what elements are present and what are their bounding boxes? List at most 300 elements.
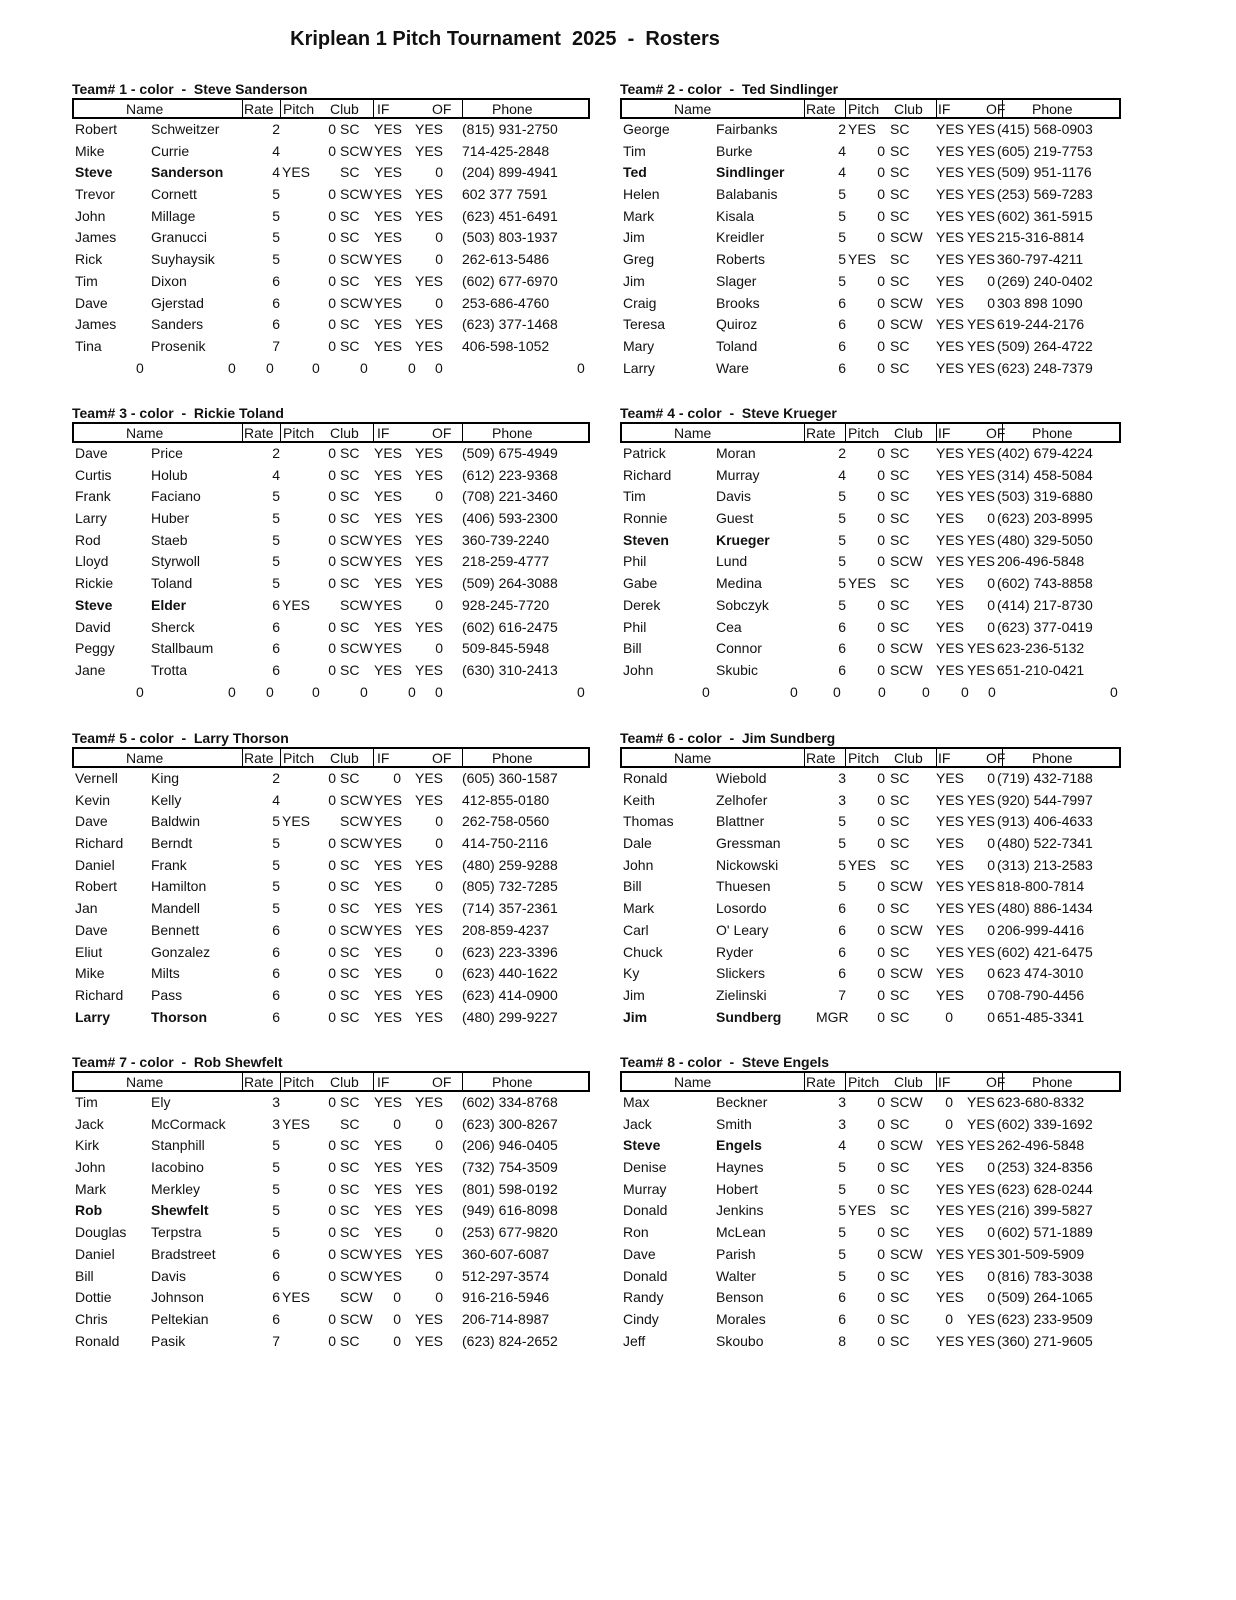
first-name: Ted [623,164,647,181]
rate: 4 [272,164,280,181]
rate: 3 [272,1115,280,1132]
club: SC [890,835,910,852]
rate: 5 [838,272,846,289]
pitch: 0 [328,121,336,137]
rate: 6 [838,1289,846,1306]
header-phone: Phone [492,1074,533,1090]
last-name: Hamilton [151,878,207,895]
phone: 619-244-2176 [997,316,1085,333]
zero-value: 0 [408,683,416,700]
first-name: Helen [623,186,660,203]
outfield: 0 [435,965,443,982]
column-divider [280,1073,281,1090]
rate: 5 [272,835,280,852]
pitch: 0 [328,965,336,982]
pitch: 0 [328,900,336,917]
header-rate: Rate [244,101,274,117]
last-name: Davis [151,1267,187,1284]
first-name: Chuck [623,943,663,960]
club: SC [890,251,910,268]
table-row [620,1114,1121,1136]
table-row [620,1222,1121,1244]
header-if: IF [377,750,390,766]
first-name: Mark [75,1180,107,1197]
column-divider [462,1073,463,1090]
rate: 2 [272,770,280,786]
last-name: Ely [151,1094,171,1110]
pitch: 0 [877,186,885,203]
first-name: Mike [75,142,105,159]
first-name: Tim [75,1094,98,1110]
infield: YES [374,813,403,830]
header-pitch: Pitch [283,1074,315,1090]
first-name: Thomas [623,813,674,830]
table-header [620,98,1121,119]
pitch: 0 [877,1115,885,1132]
outfield: 0 [987,510,995,527]
first-name: Bill [75,1267,94,1284]
rate: 5 [272,531,280,548]
table-row [72,530,590,552]
phone: 651-210-0421 [997,661,1085,678]
rate: 5 [272,1159,280,1176]
table-row [72,1266,590,1288]
rate: 6 [272,272,280,289]
first-name: Kevin [75,791,111,808]
rate: 5 [838,878,846,895]
last-name: Quiroz [716,316,758,333]
rate: 7 [272,1332,280,1349]
table-row [72,551,590,573]
phone: 818-800-7814 [997,878,1085,895]
phone: 262-758-0560 [462,813,550,830]
outfield: 0 [435,1267,443,1284]
table-row [72,1179,590,1201]
last-name: Moran [716,445,756,461]
infield: YES [936,791,965,808]
infield: YES [374,272,403,289]
header-rate: Rate [806,101,836,117]
club: SCW [890,294,923,311]
table-row [620,249,1121,271]
club: SC [340,121,360,137]
pitch: 0 [877,1310,885,1327]
rate: 6 [838,359,846,376]
rate: 6 [838,294,846,311]
outfield: YES [966,121,995,137]
infield: 0 [393,1289,401,1306]
phone: 512-297-3574 [462,1267,550,1284]
zero-value: 0 [136,359,144,376]
rate: 5 [838,488,846,505]
outfield: 0 [987,770,995,786]
column-divider [242,1073,243,1090]
rate: 6 [838,640,846,657]
phone: 218-259-4777 [462,553,550,570]
rate: 6 [272,943,280,960]
header-rate: Rate [244,1074,274,1090]
table-row [620,358,1121,380]
table-row [620,811,1121,833]
last-name: Faciano [151,488,201,505]
rate: 3 [272,1094,280,1110]
table-row [72,227,590,249]
table-row [72,465,590,487]
infield: YES [936,553,965,570]
zero-value: 0 [266,683,274,700]
pitch: 0 [328,186,336,203]
phone: 406-598-1052 [462,337,550,354]
rate: 5 [272,251,280,268]
first-name: George [623,121,670,137]
outfield: YES [966,640,995,657]
outfield: 0 [435,251,443,268]
phone: 253-686-4760 [462,294,550,311]
infield: YES [936,531,965,548]
outfield: YES [414,1094,443,1110]
table-header [620,747,1121,768]
outfield: YES [966,164,995,181]
pitch: 0 [877,1224,885,1241]
zero-value: 0 [435,359,443,376]
pitch: 0 [877,791,885,808]
column-divider [280,100,281,117]
first-name: Dale [623,835,652,852]
phone: (602) 571-1889 [997,1224,1093,1241]
club: SCW [890,1137,923,1154]
club: SC [890,272,910,289]
outfield: 0 [987,1159,995,1176]
outfield: 0 [987,596,995,613]
last-name: Shewfelt [151,1202,209,1219]
last-name: Slager [716,272,757,289]
pitch: 0 [877,813,885,830]
rate: 5 [838,1180,846,1197]
table-row [620,184,1121,206]
zero-value: 0 [790,683,798,700]
phone: (623) 233-9509 [997,1310,1093,1327]
first-name: Frank [75,488,111,505]
last-name: Davis [716,488,752,505]
first-name: Jeff [623,1332,646,1349]
last-name: Gressman [716,835,781,852]
pitch: 0 [328,553,336,570]
team-title: Team# 6 - color - Jim Sundberg [620,730,836,746]
outfield: YES [966,186,995,203]
zero-value: 0 [702,683,710,700]
outfield: YES [966,661,995,678]
phone: (623) 203-8995 [997,510,1093,527]
last-name: Slickers [716,965,766,982]
table-row [620,833,1121,855]
pitch: 0 [328,943,336,960]
header-of: OF [986,425,1006,441]
zero-value: 0 [1110,683,1118,700]
rate: 5 [272,1202,280,1219]
pitch: YES [848,1202,877,1219]
infield: YES [936,251,965,268]
rate: 6 [838,900,846,917]
infield: YES [936,921,965,938]
header-of: OF [986,750,1006,766]
table-header [72,747,590,768]
pitch: YES [282,596,311,613]
outfield: 0 [435,878,443,895]
outfield: YES [966,466,995,483]
table-row [620,551,1121,573]
first-name: Curtis [75,466,112,483]
phone: (623) 414-0900 [462,986,558,1003]
pitch: 0 [877,531,885,548]
outfield: YES [414,1310,443,1327]
column-divider [242,100,243,117]
header-of: OF [432,101,452,117]
infield: 0 [393,1115,401,1132]
header-if: IF [377,101,390,117]
last-name: Currie [151,142,190,159]
first-name: Tim [623,142,646,159]
table-row [620,1200,1121,1222]
header-if: IF [377,425,390,441]
phone: 301-509-5909 [997,1245,1085,1262]
pitch: 0 [328,770,336,786]
pitch: 0 [877,488,885,505]
phone: 414-750-2116 [462,835,549,852]
first-name: Rick [75,251,103,268]
phone: (360) 271-9605 [997,1332,1093,1349]
phone: (480) 329-5050 [997,531,1093,548]
first-name: Peggy [75,640,115,657]
pitch: YES [848,121,877,137]
page-title: Kriplean 1 Pitch Tournament 2025 - Rosters [290,28,720,50]
pitch: 0 [328,575,336,592]
phone: (612) 223-9368 [462,466,558,483]
outfield: YES [966,531,995,548]
club: SC [890,1180,910,1197]
last-name: Peltekian [151,1310,209,1327]
table-row [620,920,1121,942]
rate: 6 [272,316,280,333]
outfield: 0 [435,488,443,505]
last-name: Baldwin [151,813,201,830]
club: SC [890,1115,910,1132]
rate: 5 [272,1180,280,1197]
outfield: YES [414,575,443,592]
club: SCW [340,251,373,268]
rate: 3 [838,1115,846,1132]
table-row [620,443,1121,465]
last-name: Granucci [151,229,208,246]
first-name: Derek [623,596,661,613]
last-name: Wiebold [716,770,767,786]
infield: YES [374,164,403,181]
phone: 916-216-5946 [462,1289,550,1306]
phone: (480) 522-7341 [997,835,1093,852]
outfield: 0 [987,294,995,311]
rate: 3 [838,791,846,808]
last-name: Prosenik [151,337,206,354]
outfield: 0 [987,986,995,1003]
first-name: Richard [623,466,672,483]
outfield: YES [414,1245,443,1262]
pitch: 0 [328,272,336,289]
last-name: Gjerstad [151,294,204,311]
outfield: YES [414,856,443,873]
table-row [72,1114,590,1136]
last-name: King [151,770,180,786]
club: SC [340,965,360,982]
outfield: 0 [435,835,443,852]
outfield: YES [414,770,443,786]
first-name: Mark [623,207,655,224]
pitch: 0 [877,207,885,224]
pitch: 0 [877,661,885,678]
header-if: IF [938,1074,951,1090]
rate: 5 [838,856,846,873]
club: SC [890,791,910,808]
table-row [72,942,590,964]
zero-value: 0 [922,683,930,700]
table-row [72,1157,590,1179]
column-divider [936,424,937,441]
infield: 0 [393,1310,401,1327]
pitch: 0 [877,1094,885,1110]
header-pitch: Pitch [283,750,315,766]
club: SC [890,943,910,960]
phone: (602) 677-6970 [462,272,558,289]
first-name: Phil [623,618,647,635]
infield: YES [374,531,403,548]
first-name: Tim [623,488,646,505]
last-name: Connor [716,640,762,657]
infield: YES [374,294,403,311]
rate: 4 [838,164,846,181]
header-name: Name [674,1074,712,1090]
infield: YES [374,596,403,613]
infield: YES [374,986,403,1003]
last-name: Terpstra [151,1224,202,1241]
infield: 0 [945,1115,953,1132]
club: SCW [340,142,373,159]
first-name: John [75,1159,106,1176]
pitch: YES [282,813,311,830]
phone: (623) 300-8267 [462,1115,558,1132]
last-name: Haynes [716,1159,764,1176]
column-divider [373,749,374,766]
first-name: Jan [75,900,98,917]
rate: 5 [838,813,846,830]
header-of: OF [986,101,1006,117]
pitch: 0 [328,510,336,527]
first-name: Mark [623,900,655,917]
phone: (602) 361-5915 [997,207,1093,224]
first-name: Dave [75,294,108,311]
last-name: Jenkins [716,1202,764,1219]
pitch: 0 [877,142,885,159]
infield: YES [936,142,965,159]
table-row [72,876,590,898]
last-name: Nickowski [716,856,779,873]
header-pitch: Pitch [848,101,880,117]
rate: MGR [816,1008,849,1025]
captain-row [72,162,590,184]
zero-value: 0 [878,683,886,700]
header-phone: Phone [492,750,533,766]
rate: 6 [838,921,846,938]
infield: YES [936,878,965,895]
header-pitch: Pitch [848,425,880,441]
last-name: Brooks [716,294,760,311]
phone: (623) 377-1468 [462,316,558,333]
rate: 3 [838,1094,846,1110]
table-row [620,963,1121,985]
club: SC [340,1202,360,1219]
infield: YES [374,661,403,678]
club: SC [890,575,910,592]
first-name: John [623,856,654,873]
phone: (503) 803-1937 [462,229,558,246]
club: SC [340,1332,360,1349]
column-divider [936,1073,937,1090]
last-name: Elder [151,596,187,613]
phone: (313) 213-2583 [997,856,1093,873]
outfield: YES [966,1310,995,1327]
phone: (623) 223-3396 [462,943,558,960]
team-roster [620,404,1121,703]
rate: 6 [272,1267,280,1284]
header-name: Name [674,750,712,766]
phone: (204) 899-4941 [462,164,558,181]
club: SC [340,1115,360,1132]
last-name: Thuesen [716,878,771,895]
club: SC [340,900,360,917]
first-name: Patrick [623,445,666,461]
last-name: Pasik [151,1332,186,1349]
last-name: Staeb [151,531,188,548]
last-name: Guest [716,510,754,527]
outfield: YES [414,466,443,483]
table-row [72,985,590,1007]
last-name: Pass [151,986,183,1003]
outfield: 0 [987,1008,995,1025]
rate: 7 [272,337,280,354]
club: SC [890,207,910,224]
blank-row [72,358,590,380]
team-title: Team# 8 - color - Steve Engels [620,1054,830,1070]
first-name: Cindy [623,1310,659,1327]
header-club: Club [330,750,359,766]
infield: YES [936,900,965,917]
rate: 2 [838,445,846,461]
header-phone: Phone [1032,101,1073,117]
pitch: 0 [328,921,336,938]
header-if: IF [377,1074,390,1090]
first-name: Dave [623,1245,656,1262]
rate: 6 [272,965,280,982]
last-name: Toland [151,575,193,592]
zero-value: 0 [228,359,236,376]
rate: 6 [272,986,280,1003]
captain-row [620,530,1121,552]
club: SC [340,1224,360,1241]
pitch: 0 [328,294,336,311]
pitch: 0 [328,1202,336,1219]
pitch: 0 [328,1224,336,1241]
infield: YES [936,770,965,786]
pitch: 0 [328,835,336,852]
last-name: Lund [716,553,748,570]
rate: 5 [838,251,846,268]
